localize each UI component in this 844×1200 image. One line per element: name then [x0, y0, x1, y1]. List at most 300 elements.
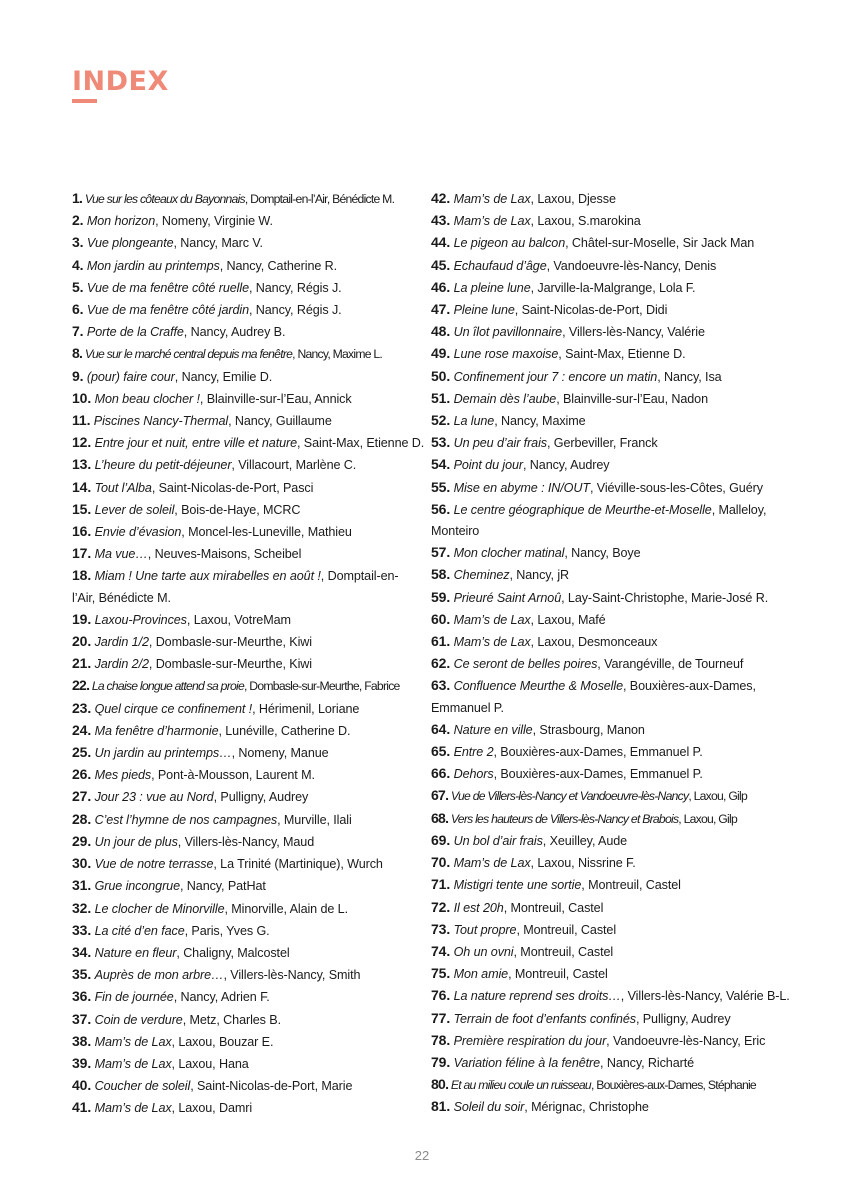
entry-number: 67. [431, 787, 449, 804]
entry-number: 56. [431, 500, 451, 517]
entry-number: 81. [431, 1098, 451, 1115]
entry-number: 59. [431, 588, 451, 605]
entry-location-author: , Nancy, Adrien F. [173, 990, 270, 1005]
index-entry [431, 277, 776, 299]
index-entry [431, 210, 776, 232]
index-entry [431, 542, 776, 564]
entry-number: 46. [431, 278, 451, 295]
entry-number: 32. [72, 899, 92, 916]
index-entry [72, 1075, 417, 1097]
entry-location-author: , Montreuil, Castel [503, 900, 604, 915]
entry-location-author: , Laxou, Nissrine F. [530, 856, 636, 871]
entry-title: Mam’s de Lax [453, 214, 531, 229]
entry-location-author: , Mérignac, Christophe [524, 1100, 649, 1115]
entry-location-author: , Vandoeuvre-lès-Nancy, Denis [546, 258, 717, 273]
index-entry [72, 321, 417, 343]
entry-location-author: , Nancy, Maxime [494, 414, 586, 429]
entry-location-author: , Neuves-Maisons, Scheibel [147, 547, 302, 562]
entry-title: C’est l’hymne de nos campagnes [94, 812, 278, 827]
entry-location-author: , Laxou, VotreMam [186, 612, 291, 627]
index-entry [72, 188, 417, 210]
entry-location-author: , Laxou, Djesse [530, 192, 616, 206]
entry-title: Entre 2 [453, 745, 494, 760]
entry-title: Mise en abyme : IN/OUT [453, 480, 590, 495]
index-entry [72, 631, 417, 653]
entry-title: Demain dès l’aube [453, 391, 557, 406]
entry-title: Jardin 2/2 [94, 657, 149, 672]
entry-location-author: , Saint-Max, Etienne D. [558, 347, 686, 362]
entry-title: Envie d’évasion [94, 525, 182, 540]
entry-number: 74. [431, 942, 451, 959]
entry-title: La cité d’en face [94, 923, 185, 938]
index-entry [72, 1097, 417, 1119]
entry-location-author: , Montreuil, Castel [581, 878, 681, 893]
entry-location-author: , Laxou, Mafé [530, 612, 606, 627]
entry-location-author: , Laxou, Damri [171, 1101, 253, 1116]
entry-title: Fin de journée [94, 990, 174, 1005]
entry-number: 65. [431, 743, 451, 760]
entry-location-author: , Nancy, Marc V. [173, 236, 263, 251]
entry-location-author: , Nancy, Régis J. [248, 280, 342, 295]
entry-location-author: , Viéville-sous-les-Côtes, Guéry [589, 480, 763, 495]
index-entry [431, 454, 776, 476]
entry-title: Mon clocher matinal [453, 546, 565, 561]
entry-location-author: , Nancy, PatHat [180, 879, 266, 894]
index-entry [72, 742, 417, 764]
index-entry [431, 564, 776, 586]
entry-location-author: , Strasbourg, Manon [532, 722, 645, 737]
entry-number: 54. [431, 456, 451, 473]
entry-title: Mon horizon [86, 214, 156, 229]
entry-location-author: , Xeuilley, Aude [542, 833, 628, 848]
entry-number: 19. [72, 610, 92, 627]
entry-title: Vue plongeante [86, 236, 174, 251]
entry-location-author: , Saint-Max, Etienne D. [297, 436, 425, 451]
entry-number: 70. [431, 854, 451, 871]
entry-location-author: , Malleloy, Monteiro [431, 502, 767, 539]
index-entry [72, 698, 417, 720]
entry-number: 50. [431, 367, 451, 384]
entry-location-author: , Lay-Saint-Christophe, Marie-José R. [561, 590, 769, 605]
entry-location-author: , Nancy, Isa [657, 369, 722, 384]
index-entry [72, 609, 417, 631]
entry-number: 31. [72, 877, 92, 894]
entry-location-author: , Saint-Nicolas-de-Port, Marie [190, 1079, 353, 1094]
entry-location-author: , Châtel-sur-Moselle, Sir Jack Man [565, 236, 755, 251]
entry-number: 17. [72, 545, 92, 562]
entry-location-author: , Dombasle-sur-Meurthe, Kiwi [148, 635, 312, 650]
entry-title: L’heure du petit-déjeuner [94, 458, 232, 473]
index-entry [72, 786, 417, 808]
entry-number: 42. [431, 190, 451, 206]
entry-number: 11. [72, 412, 91, 429]
entry-title: Mam’s de Lax [453, 192, 531, 206]
entry-number: 43. [431, 212, 451, 229]
entry-number: 8. [72, 345, 83, 362]
entry-location-author: , Pulligny, Audrey [635, 1011, 731, 1026]
entry-location-author: , Laxou, Gilp [688, 789, 747, 804]
entry-title: Tout l’Alba [94, 480, 152, 495]
entry-number: 4. [72, 256, 84, 273]
entry-title: Mon jardin au printemps [86, 258, 220, 273]
index-entry [431, 299, 776, 321]
index-entry [72, 388, 417, 410]
index-entry [72, 1009, 417, 1031]
entry-number: 66. [431, 765, 451, 782]
entry-number: 22. [72, 677, 90, 694]
index-entry [72, 210, 417, 232]
entry-number: 78. [431, 1031, 451, 1048]
entry-location-author: , Villers-lès-Nancy, Smith [223, 968, 361, 983]
entry-number: 35. [72, 966, 92, 983]
index-entry [431, 741, 776, 763]
index-entry [431, 1008, 776, 1030]
index-entry [72, 942, 417, 964]
entry-title: Vue sur le marché central depuis ma fenêtre [84, 347, 293, 362]
index-entry [72, 299, 417, 321]
entry-title: Un bol d’air frais [453, 833, 543, 848]
entry-number: 45. [431, 256, 451, 273]
entry-number: 29. [72, 832, 92, 849]
index-entry [431, 321, 776, 343]
entry-number: 51. [431, 389, 451, 406]
entry-title: Oh un ovni [453, 944, 514, 959]
entry-title: Cheminez [453, 568, 510, 583]
entry-number: 18. [72, 567, 92, 584]
entry-number: 63. [431, 677, 451, 694]
entry-title: Vue de Villers-lès-Nancy et Vandoeuvre-lès-Nancy [450, 789, 689, 804]
index-entry [72, 720, 417, 742]
index-entry [431, 719, 776, 741]
entry-title: Mam’s de Lax [453, 635, 531, 650]
entry-title: Echaufaud d’âge [453, 258, 547, 273]
index-entry [72, 853, 417, 875]
entry-number: 34. [72, 943, 92, 960]
entry-location-author: , Nancy, Audrey [523, 458, 610, 473]
index-entry [72, 366, 417, 388]
index-entry [72, 343, 417, 365]
entry-location-author: , Dombasle-sur-Meurthe, Fabrice [244, 679, 400, 694]
entry-title: Le clocher de Minorville [94, 901, 225, 916]
index-entry [72, 499, 417, 521]
entry-number: 16. [72, 523, 92, 540]
entry-location-author: , Chaligny, Malcostel [176, 945, 290, 960]
entry-title: Prieuré Saint Arnoû [453, 590, 562, 605]
entry-number: 73. [431, 920, 451, 937]
entry-number: 2. [72, 212, 84, 229]
entry-location-author: , Gerbeviller, Franck [546, 436, 658, 451]
entry-number: 40. [72, 1077, 92, 1094]
entry-location-author: , Paris, Yves G. [184, 923, 270, 938]
entry-title: Coin de verdure [94, 1012, 183, 1027]
entry-number: 23. [72, 699, 92, 716]
index-entry [72, 454, 417, 476]
entry-location-author: , Pont-à-Mousson, Laurent M. [151, 768, 315, 783]
index-entry [72, 875, 417, 897]
entry-title: Mam’s de Lax [453, 612, 531, 627]
index-entry [72, 277, 417, 299]
title-underline [72, 99, 97, 103]
entry-title: Mes pieds [94, 768, 152, 783]
entry-number: 9. [72, 367, 84, 384]
index-entry [431, 1096, 776, 1118]
entry-title: Mam’s de Lax [94, 1034, 172, 1049]
entry-title: Lune rose maxoise [453, 347, 559, 362]
entry-location-author: , Moncel-les-Luneville, Mathieu [181, 525, 352, 540]
entry-number: 20. [72, 633, 92, 650]
entry-title: Variation féline à la fenêtre [453, 1055, 601, 1070]
entry-number: 61. [431, 633, 451, 650]
index-entry [72, 565, 417, 608]
entry-location-author: , Nancy, Audrey B. [183, 325, 286, 340]
entry-title: Soleil du soir [453, 1100, 525, 1115]
entry-title: Un jardin au printemps… [94, 746, 232, 761]
index-entry [431, 499, 776, 542]
entry-title: Entre jour et nuit, entre ville et nature [94, 436, 297, 451]
index-entry [72, 410, 417, 432]
index-entry [72, 831, 417, 853]
entry-location-author: , Lunéville, Catherine D. [218, 723, 351, 738]
index-entry [72, 675, 417, 697]
entry-location-author: , Nancy, Emilie D. [174, 369, 273, 384]
index-entry [431, 785, 776, 807]
entry-location-author: , Villers-lès-Nancy, Maud [177, 834, 315, 849]
entry-location-author: , Nancy, Guillaume [228, 414, 332, 429]
entry-title: Il est 20h [453, 900, 504, 915]
entry-number: 38. [72, 1032, 92, 1049]
entry-title: Laxou-Provinces [94, 612, 187, 627]
entry-location-author: , Laxou, S.marokina [530, 214, 641, 229]
entry-title: Terrain de foot d’enfants confinés [453, 1011, 636, 1026]
entry-location-author: , Bouxières-aux-Dames, Emmanuel P. [493, 767, 703, 782]
entry-title: Et au milieu coule un ruisseau [450, 1078, 591, 1093]
index-entry [431, 631, 776, 653]
entry-location-author: , Hérimenil, Loriane [252, 701, 360, 716]
entry-number: 27. [72, 788, 92, 805]
index-entry [431, 897, 776, 919]
index-entry [431, 388, 776, 410]
entry-number: 76. [431, 987, 451, 1004]
entry-number: 25. [72, 744, 92, 761]
entry-number: 69. [431, 831, 451, 848]
index-entry [431, 763, 776, 785]
entry-title: Ce seront de belles poires [453, 657, 598, 672]
entry-number: 13. [72, 456, 92, 473]
entry-number: 72. [431, 898, 451, 915]
index-entry [431, 941, 776, 963]
entry-location-author: , Montreuil, Castel [513, 944, 614, 959]
entry-location-author: , Blainville-sur-l’Eau, Annick [199, 391, 352, 406]
entry-title: Jardin 1/2 [94, 635, 149, 650]
entry-number: 10. [72, 389, 92, 406]
entry-title: Porte de la Craffe [86, 325, 184, 340]
entry-number: 48. [431, 323, 451, 340]
entry-number: 7. [72, 323, 84, 340]
entry-location-author: , Domptail-en-l’Air, Bénédicte M. [244, 192, 395, 206]
entry-number: 24. [72, 721, 92, 738]
entry-title: Grue incongrue [94, 879, 180, 894]
index-entry [431, 188, 776, 210]
entry-location-author: , Villacourt, Marlène C. [231, 458, 357, 473]
entry-title: Tout propre [453, 922, 517, 937]
index-entry [431, 232, 776, 254]
index-entry [72, 1053, 417, 1075]
entry-number: 41. [72, 1099, 92, 1116]
index-entry [431, 609, 776, 631]
entry-title: Vue de ma fenêtre côté ruelle [86, 280, 249, 295]
index-entry [431, 1052, 776, 1074]
index-entry [431, 830, 776, 852]
index-entry [72, 521, 417, 543]
entry-number: 77. [431, 1009, 451, 1026]
index-entry [72, 986, 417, 1008]
entry-number: 75. [431, 965, 451, 982]
entry-location-author: , Laxou, Hana [171, 1056, 249, 1071]
index-entry [72, 964, 417, 986]
entry-number: 15. [72, 500, 92, 517]
index-entry [431, 653, 776, 675]
entry-number: 5. [72, 278, 84, 295]
entry-title: Un îlot pavillonnaire [453, 325, 563, 340]
entry-title: Dehors [453, 767, 494, 782]
entry-number: 36. [72, 988, 92, 1005]
entry-number: 21. [72, 655, 92, 672]
entry-location-author: , Nancy, Catherine R. [219, 258, 338, 273]
entry-title: La chaise longue attend sa proie [91, 679, 245, 694]
entry-number: 37. [72, 1010, 92, 1027]
entry-number: 55. [431, 478, 451, 495]
entry-location-author: , Laxou, Bouzar E. [171, 1034, 274, 1049]
entry-title: Jour 23 : vue au Nord [94, 790, 214, 805]
entry-number: 71. [431, 876, 451, 893]
entry-title: Confluence Meurthe & Moselle [453, 679, 623, 694]
entry-title: La pleine lune [453, 280, 531, 295]
entry-location-author: , Bouxières-aux-Dames, Emmanuel P. [431, 679, 756, 715]
entry-location-author: , Montreuil, Castel [508, 967, 608, 982]
entry-title: Quel cirque ce confinement ! [94, 701, 253, 716]
entry-location-author: , Blainville-sur-l’Eau, Nadon [556, 391, 708, 406]
entry-title: Mam’s de Lax [94, 1056, 172, 1071]
entry-number: 60. [431, 610, 451, 627]
index-entry [72, 543, 417, 565]
index-entry [431, 477, 776, 499]
entry-title: Lever de soleil [94, 502, 175, 517]
entry-number: 53. [431, 434, 451, 451]
entry-title: Vue de notre terrasse [94, 857, 214, 872]
entry-location-author: , Metz, Charles B. [182, 1012, 281, 1027]
index-entry [72, 232, 417, 254]
entry-title: Nature en fleur [94, 945, 177, 960]
index-entry [431, 1030, 776, 1052]
entry-number: 80. [431, 1076, 449, 1093]
entry-title: Point du jour [453, 458, 523, 473]
entry-number: 39. [72, 1054, 92, 1071]
entry-title: Confinement jour 7 : encore un matin [453, 369, 658, 384]
index-entry [431, 587, 776, 609]
entry-location-author: , Nancy, Maxime L. [292, 347, 383, 362]
index-entry [431, 255, 776, 277]
entry-location-author: , Saint-Nicolas-de-Port, Pasci [151, 480, 314, 495]
entry-title: Ma fenêtre d’harmonie [94, 723, 219, 738]
index-entry [431, 432, 776, 454]
entry-location-author: , Villers-lès-Nancy, Valérie B-L. [620, 989, 790, 1004]
entry-number: 14. [72, 478, 92, 495]
entry-location-author: , Montreuil, Castel [516, 922, 617, 937]
entry-title: Piscines Nancy-Thermal [93, 414, 229, 429]
entry-title: Mistigri tente une sortie [453, 878, 582, 893]
index-entry [431, 874, 776, 896]
entry-title: La nature reprend ses droits… [453, 989, 621, 1004]
entry-title: Coucher de soleil [94, 1079, 191, 1094]
index-entry [431, 985, 790, 1007]
entry-title: Mon amie [453, 967, 509, 982]
entry-number: 26. [72, 766, 92, 783]
entry-location-author: , Varangéville, de Tourneuf [597, 657, 744, 672]
index-entry [431, 1074, 776, 1096]
entry-location-author: , Nancy, Boye [564, 546, 641, 561]
index-entry [72, 653, 417, 675]
entry-number: 52. [431, 412, 451, 429]
entry-number: 47. [431, 301, 451, 318]
index-entry [431, 919, 776, 941]
index-entry [72, 1031, 417, 1053]
entry-title: La lune [453, 414, 495, 429]
entry-title: Mam’s de Lax [94, 1101, 172, 1116]
index-entry [431, 343, 776, 365]
entry-number: 68. [431, 809, 449, 826]
entry-location-author: , Nomeny, Manue [231, 746, 329, 761]
entry-location-author: , La Trinité (Martinique), Wurch [213, 857, 383, 872]
index-entry [72, 809, 417, 831]
entry-title: Le centre géographique de Meurthe-et-Moselle [453, 502, 712, 517]
entry-title: Un jour de plus [94, 834, 178, 849]
entry-location-author: , Pulligny, Audrey [213, 790, 309, 805]
entry-location-author: , Nancy, Régis J. [248, 303, 342, 318]
index-entry [72, 477, 417, 499]
entry-location-author: , Bouxières-aux-Dames, Emmanuel P. [493, 745, 703, 760]
index-entry [431, 852, 776, 874]
entry-location-author: , Villers-lès-Nancy, Valérie [562, 325, 705, 340]
entry-title: Pleine lune [453, 303, 515, 318]
entry-title: (pour) faire cour [86, 369, 175, 384]
entry-number: 33. [72, 921, 92, 938]
entry-location-author: , Laxou, Desmonceaux [530, 635, 658, 650]
index-entry [431, 963, 776, 985]
entry-number: 3. [72, 234, 84, 251]
entry-number: 1. [72, 190, 83, 206]
entry-title: Vue de ma fenêtre côté jardin [86, 303, 249, 318]
entry-location-author: , Bouxières-aux-Dames, Stéphanie [590, 1078, 756, 1093]
entry-location-author: , Murville, Ilali [277, 812, 352, 827]
entry-title: Un peu d’air frais [453, 436, 547, 451]
entry-number: 12. [72, 434, 92, 451]
index-entry [72, 898, 417, 920]
entry-location-author: , Nomeny, Virginie W. [155, 214, 273, 229]
entry-title: Ma vue… [94, 547, 148, 562]
index-entry [72, 764, 417, 786]
entry-number: 49. [431, 345, 451, 362]
page-number: 22 [414, 1148, 430, 1163]
entry-number: 44. [431, 234, 451, 251]
entry-number: 79. [431, 1053, 451, 1070]
index-entry [431, 675, 776, 718]
index-entry [72, 255, 417, 277]
entry-title: Nature en ville [453, 722, 533, 737]
entry-location-author: , Dombasle-sur-Meurthe, Kiwi [148, 657, 312, 672]
entry-title: Vers les hauteurs de Villers-lès-Nancy et Brabois [450, 811, 679, 826]
index-entry [431, 808, 776, 830]
entry-location-author: , Domptail-en-l’Air, Bénédicte M. [72, 569, 399, 605]
